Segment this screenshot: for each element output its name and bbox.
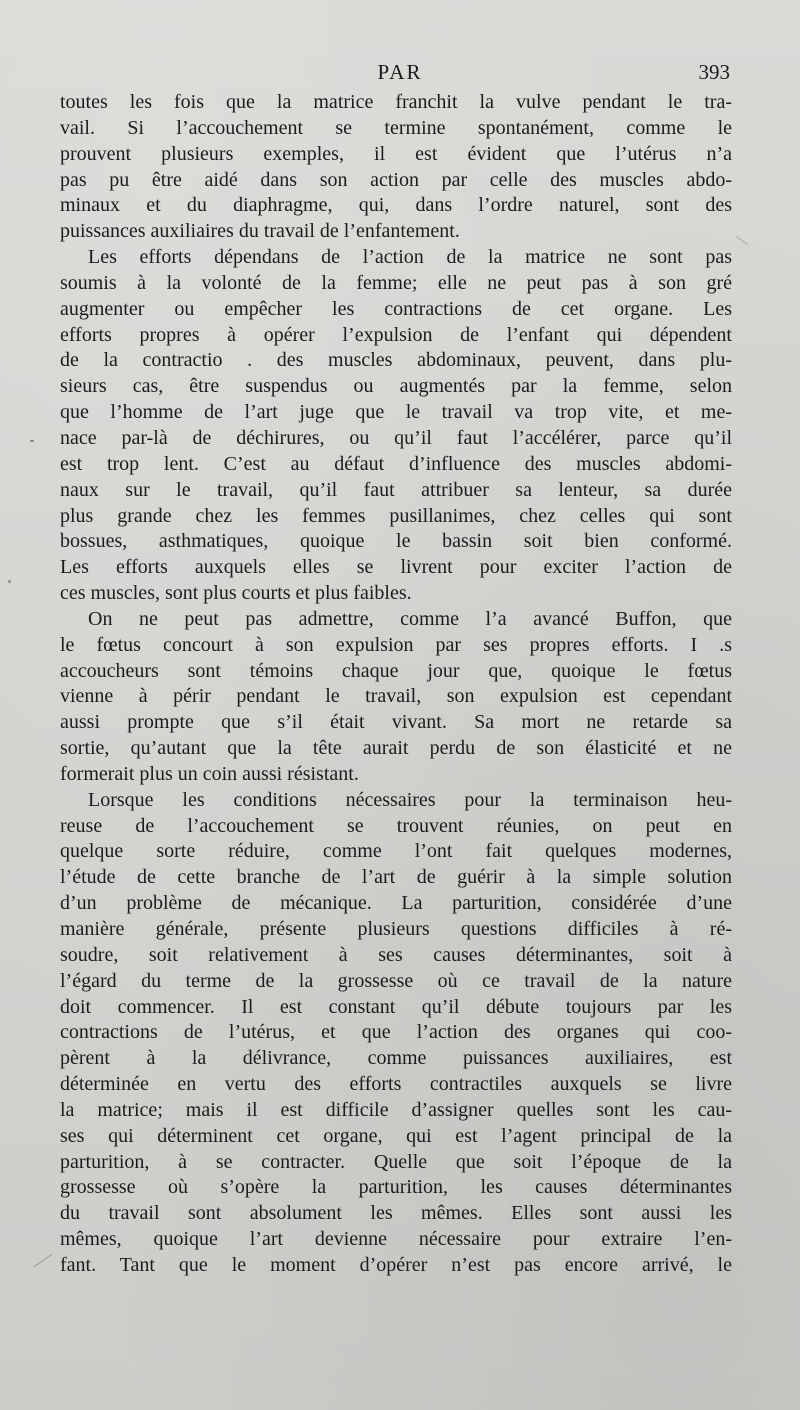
text-line: efforts propres à opérer l’expulsion de l’enfant qui dépendent: [60, 323, 732, 346]
text-line: fant. Tant que le moment d’opérer n’est pas encore arrivé, le: [60, 1253, 732, 1276]
text-line: sortie, qu’autant que la tête aurait perdu de son élasticité et ne: [60, 737, 732, 760]
text-line: sieurs cas, être suspendus ou augmentés par la femme, selon: [60, 375, 732, 398]
text-line: mêmes, quoique l’art devienne nécessaire pour extraire l’en-: [60, 1228, 732, 1251]
text-line: vienne à périr pendant le travail, son expulsion est cependant: [60, 685, 732, 708]
text-line: de la contractio . des muscles abdominaux, peuvent, dans plu-: [60, 349, 732, 372]
text-line: ses qui déterminent cet organe, qui est l’agent principal de la: [60, 1124, 732, 1147]
paragraph-first-line: Les efforts dépendans de l’action de la matrice ne sont pas: [88, 246, 732, 269]
paragraph-first-line: On ne peut pas admettre, comme l’a avancé Buffon, que: [88, 607, 732, 630]
text-line: nace par-là de déchirures, ou qu’il faut l’accélérer, parce qu’il: [60, 426, 732, 449]
text-line: l’égard du terme de la grossesse où ce travail de la nature: [60, 969, 732, 992]
text-line: est trop lent. C’est au défaut d’influence des muscles abdomi-: [60, 452, 732, 475]
text-line: plus grande chez les femmes pusillanimes, chez celles qui sont: [60, 504, 732, 527]
page-header: [60, 60, 740, 88]
text-line: vail. Si l’accouchement se termine spontanément, comme le: [60, 116, 732, 139]
text-line: Les efforts auxquels elles se livrent pour exciter l’action de: [60, 556, 732, 579]
text-line: contractions de l’utérus, et que l’action des organes qui coo-: [60, 1021, 732, 1044]
scan-pencil-stroke: [736, 236, 748, 245]
body-text: [60, 90, 732, 1279]
text-line: pèrent à la délivrance, comme puissances auxiliaires, est: [60, 1047, 732, 1070]
text-line: soudre, soit relativement à ses causes déterminantes, soit à: [60, 943, 732, 966]
text-line: minaux et du diaphragme, qui, dans l’ordre naturel, sont des: [60, 194, 732, 217]
text-line: ces muscles, sont plus courts et plus faibles.: [60, 582, 412, 605]
text-line: que l’homme de l’art juge que le travail va trop vite, et me-: [60, 401, 732, 424]
text-line: déterminée en vertu des efforts contractiles auxquels se livre: [60, 1073, 732, 1096]
text-line: parturition, à se contracter. Quelle que soit l’époque de la: [60, 1150, 732, 1173]
text-line: naux sur le travail, qu’il faut attribuer sa lenteur, sa durée: [60, 478, 732, 501]
text-line: grossesse où s’opère la parturition, les causes déterminantes: [60, 1176, 732, 1199]
text-line: augmenter ou empêcher les contractions de cet organe. Les: [60, 297, 732, 320]
page-number: 393: [698, 60, 730, 84]
running-head: PAR: [377, 60, 423, 84]
text-line: prouvent plusieurs exemples, il est évident que l’utérus n’a: [60, 142, 732, 165]
text-line: doit commencer. Il est constant qu’il débute toujours par les: [60, 995, 732, 1018]
text-line: formerait plus un coin aussi résistant.: [60, 762, 359, 785]
scan-speck: [30, 440, 34, 442]
text-line: toutes les fois que la matrice franchit la vulve pendant le tra-: [60, 91, 732, 113]
text-line: soumis à la volonté de la femme; elle ne peut pas à son gré: [60, 271, 732, 294]
text-line: puissances auxiliaires du travail de l’enfantement.: [60, 220, 460, 243]
text-line: quelque sorte réduire, comme l’ont fait quelques modernes,: [60, 840, 732, 863]
text-line: du travail sont absolument les mêmes. Elles sont aussi les: [60, 1202, 732, 1225]
text-line: manière générale, présente plusieurs questions difficiles à ré-: [60, 918, 732, 940]
text-line: bossues, asthmatiques, quoique le bassin soit bien conformé.: [60, 530, 732, 553]
text-line: reuse de l’accouchement se trouvent réunies, on peut en: [60, 814, 732, 837]
text-line: aussi prompte que s’il était vivant. Sa mort ne retarde sa: [60, 711, 732, 734]
paragraph-first-line: Lorsque les conditions nécessaires pour la terminaison heu-: [88, 788, 732, 811]
text-line: accoucheurs sont témoins chaque jour que, quoique le fœtus: [60, 659, 732, 682]
text-line: pas pu être aidé dans son action par celle des muscles abdo-: [60, 168, 732, 191]
text-line: le fœtus concourt à son expulsion par ses propres efforts. I .s: [60, 633, 732, 656]
text-line: l’étude de cette branche de l’art de guérir à la simple solution: [60, 866, 732, 889]
text-line: la matrice; mais il est difficile d’assigner quelles sont les cau-: [60, 1098, 732, 1121]
scan-speck: [8, 580, 11, 583]
text-line: d’un problème de mécanique. La parturition, considérée d’une: [60, 892, 732, 915]
scan-pencil-stroke: [34, 1254, 53, 1267]
